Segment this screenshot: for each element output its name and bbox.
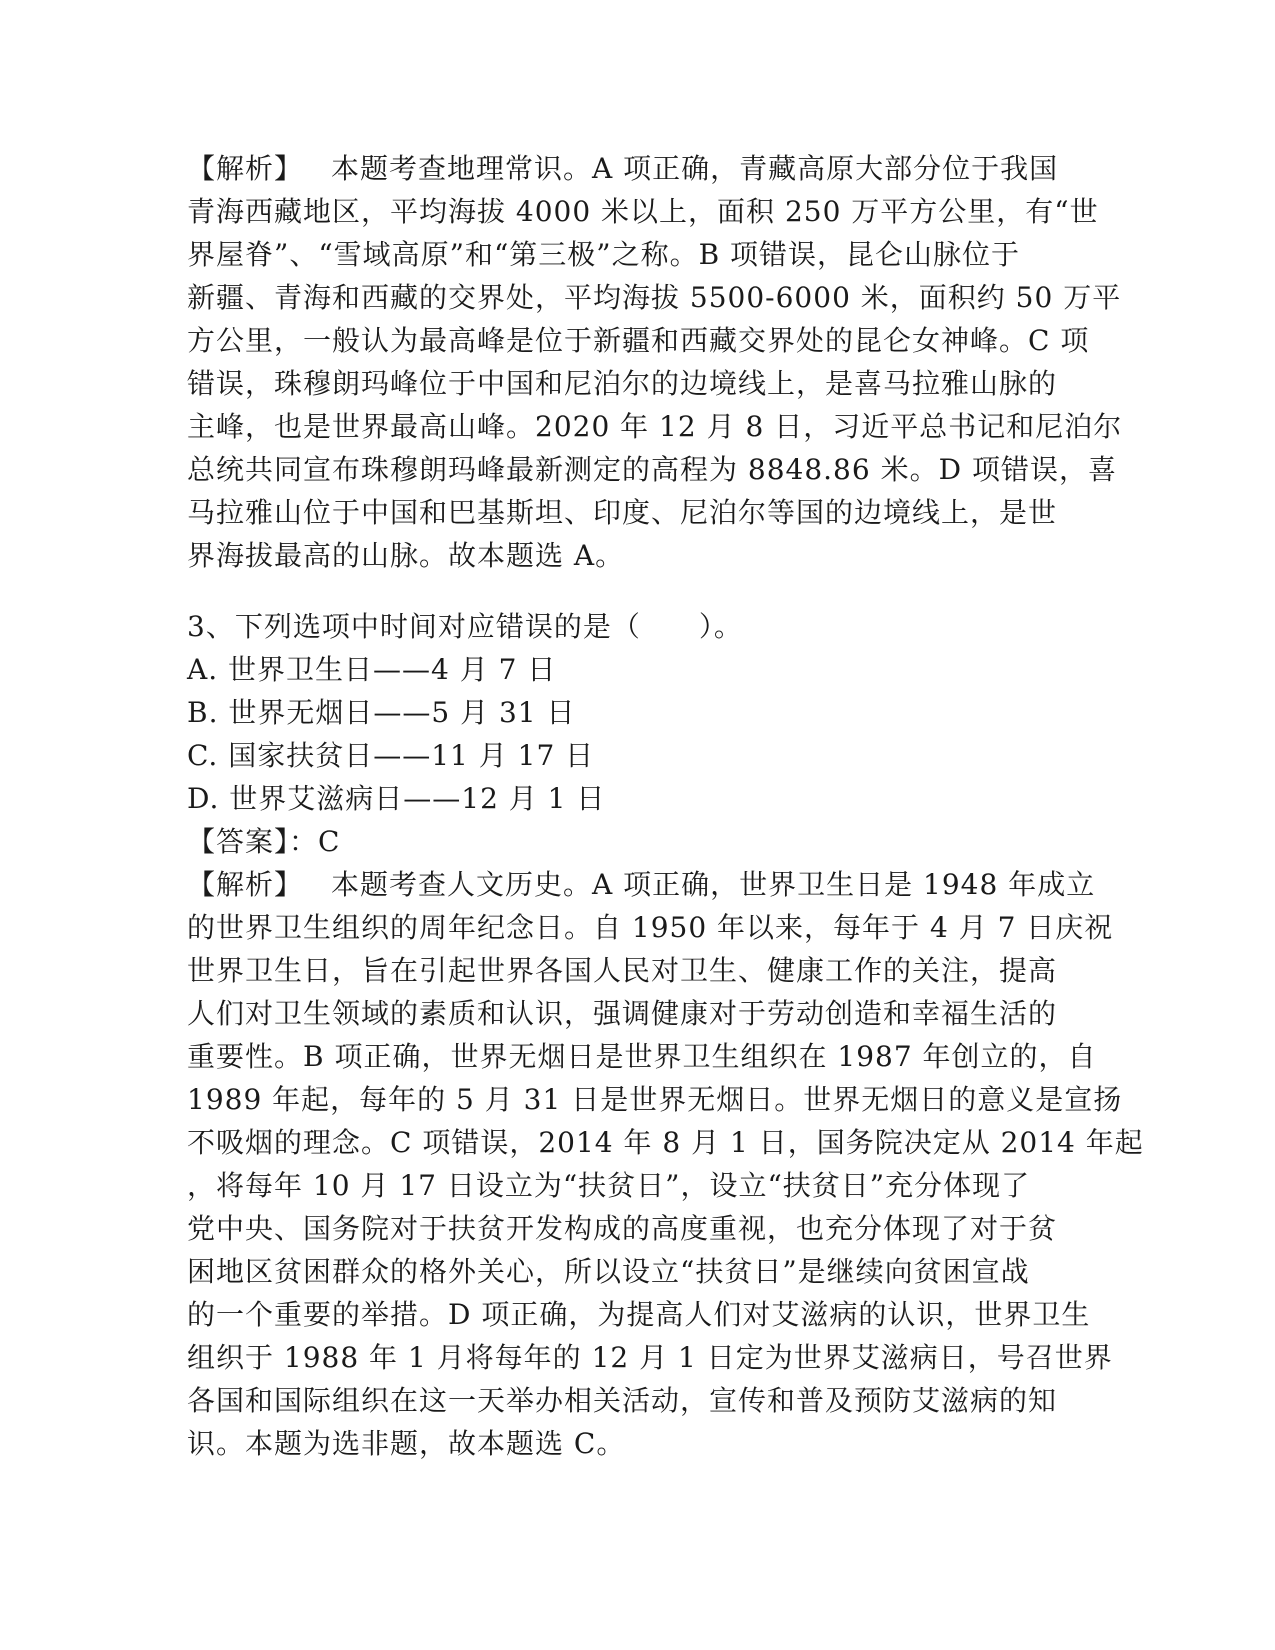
analysis-line: 界海拔最高的山脉。故本题选 A。: [187, 539, 625, 572]
analysis-label: 【解析】: [187, 152, 304, 185]
analysis-line: 总统共同宣布珠穆朗玛峰最新测定的高程为 8848.86 米。D 项错误，喜: [187, 453, 1117, 486]
option-a: A. 世界卫生日——4 月 7 日: [187, 653, 557, 686]
analysis-line: 识。本题为选非题，故本题选 C。: [187, 1427, 626, 1460]
analysis-line: 的世界卫生组织的周年纪念日。自 1950 年以来，每年于 4 月 7 日庆祝: [187, 911, 1114, 944]
analysis-line: 困地区贫困群众的格外关心，所以设立“扶贫日”是继续向贫困宣战: [187, 1255, 1030, 1288]
option-b: B. 世界无烟日——5 月 31 日: [187, 696, 576, 729]
option-d: D. 世界艾滋病日——12 月 1 日: [187, 782, 606, 815]
analysis-line: 世界卫生日，旨在引起世界各国人民对卫生、健康工作的关注，提高: [187, 954, 1058, 987]
analysis-line: 错误，珠穆朗玛峰位于中国和尼泊尔的边境线上，是喜马拉雅山脉的: [187, 367, 1058, 400]
analysis-line: 人们对卫生领域的素质和认识，强调健康对于劳动创造和幸福生活的: [187, 997, 1058, 1030]
analysis-line: 新疆、青海和西藏的交界处，平均海拔 5500-6000 米，面积约 50 万平: [187, 281, 1122, 314]
analysis-line: [187, 147, 1087, 190]
analysis-line: [187, 863, 1096, 906]
analysis-text: 本题考查地理常识。A 项正确，青藏高原大部分位于我国: [331, 152, 1059, 185]
analysis-label: 【解析】: [187, 868, 304, 901]
analysis-section-q2: [187, 147, 1123, 577]
option-c: C. 国家扶贫日——11 月 17 日: [187, 739, 595, 772]
analysis-line: 方公里，一般认为最高峰是位于新疆和西藏交界处的昆仑女神峰。C 项: [187, 324, 1090, 357]
analysis-line: 的一个重要的举措。D 项正确，为提高人们对艾滋病的认识，世界卫生: [187, 1298, 1091, 1331]
analysis-line: 青海西藏地区，平均海拔 4000 米以上，面积 250 万平方公里，有“世: [187, 195, 1099, 228]
analysis-line: ，将每年 10 月 17 日设立为“扶贫日”，设立“扶贫日”充分体现了: [187, 1169, 1031, 1202]
analysis-line: 重要性。B 项正确，世界无烟日是世界卫生组织在 1987 年创立的，自: [187, 1040, 1097, 1073]
answer-label: 【答案】：C: [187, 825, 341, 858]
analysis-text: 本题考查人文历史。A 项正确，世界卫生日是 1948 年成立: [331, 868, 1096, 901]
analysis-line: 不吸烟的理念。C 项错误，2014 年 8 月 1 日，国务院决定从 2014 年起: [187, 1126, 1144, 1159]
analysis-line: 党中央、国务院对于扶贫开发构成的高度重视，也充分体现了对于贫: [187, 1212, 1058, 1245]
question-stem: 3、下列选项中时间对应错误的是（ ）。: [187, 610, 743, 643]
analysis-line: 主峰，也是世界最高山峰。2020 年 12 月 8 日，习近平总书记和尼泊尔: [187, 410, 1123, 443]
analysis-line: 界屋脊”、“雪域高原”和“第三极”之称。B 项错误，昆仑山脉位于: [187, 238, 1021, 271]
analysis-line: 马拉雅山位于中国和巴基斯坦、印度、尼泊尔等国的边境线上，是世: [187, 496, 1058, 529]
analysis-line: 组织于 1988 年 1 月将每年的 12 月 1 日定为世界艾滋病日，号召世界: [187, 1341, 1113, 1374]
analysis-line: 各国和国际组织在这一天举办相关活动，宣传和普及预防艾滋病的知: [187, 1384, 1058, 1417]
question-3-section: [187, 605, 1144, 1465]
analysis-line: 1989 年起，每年的 5 月 31 日是世界无烟日。世界无烟日的意义是宣扬: [187, 1083, 1123, 1116]
